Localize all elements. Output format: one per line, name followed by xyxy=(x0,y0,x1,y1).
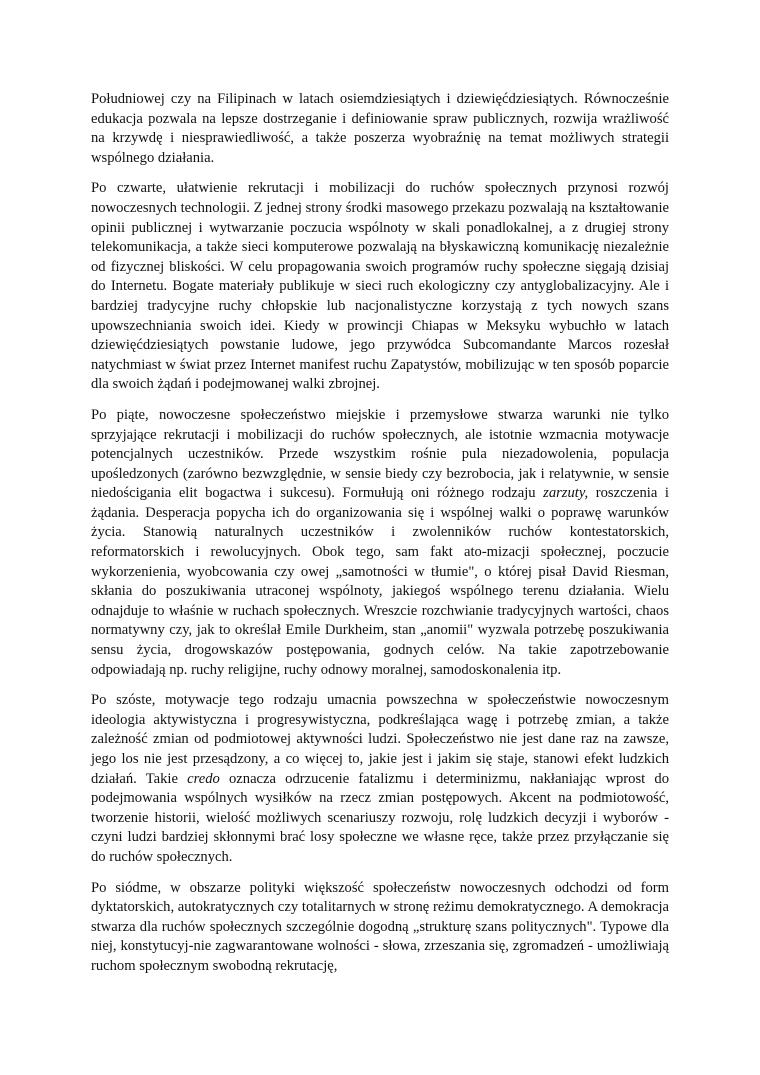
paragraph-text: Po czwarte, ułatwienie rekrutacji i mobilizacji do ruchów społecznych przynosi rozwój nowoczesnych technologii. Z jednej strony środki masowego przekazu pozwalają na kształtowanie opinii publicznej i wytwarzanie poczucia wspólnoty w skali ponadlokalnej, a z drugiej strony telekomunikacja, a także sieci komputerowe pozwalają na błyskawiczną komunikację niezależnie od fizycznej bliskości. W celu propagowania swoich programów ruchy społeczne sięgają dzisiaj do Internetu. Bogate materiały publikuje w sieci ruch ekologiczny czy antyglobalizacyjny. Ale i bardziej tradycyjne ruchy chłopskie lub nacjonalistyczne korzystają z tych nowych szans upowszechniania swoich idei. Kiedy w prowincji Chiapas w Meksyku wybuchło w latach dziewięćdziesiątych powstanie ludowe, jego przywódca Subcomandante Marcos rozesłał natychmiast w świat przez Internet manifest ruchu Zapatystów, mobilizując w ten sposób poparcie dla swoich żądań i podejmowanej walki zbrojnej. xyxy=(91,180,669,393)
paragraph-text: Po szóste, motywacje tego rodzaju umacnia powszechna w społeczeństwie nowoczesnym ideologia aktywistyczna i progresywistyczna, podkreślająca wagę i potrzebę zmian, a także zależność zmian od podmiotowej aktywności ludzi. Społeczeństwo nie jest dane raz na zawsze, jego los nie jest przesądzony, a co więcej to, jakie jest i jakim się staje, stanowi efekt ludzkich działań. Takie xyxy=(91,692,669,787)
paragraph-text: Po siódme, w obszarze polityki większość społeczeństw nowoczesnych odchodzi od form dyktatorskich, autokratycznych czy totalitarnych w stronę reżimu demokratycznego. A demokracja stwarza dla ruchów społecznych szczególnie dogodną „strukturę szans politycznych". Typowe dla niej, konstytucyj-nie zagwarantowane wolności - słowa, zrzeszania się, zgromadzeń - umożliwiają ruchom społecznym swobodną rekrutację, xyxy=(91,879,669,974)
paragraph xyxy=(91,90,669,168)
paragraph-text: Południowej czy na Filipinach w latach osiemdziesiątych i dziewięćdziesiątych. Równocześnie edukacja pozwala na lepsze dostrzeganie i definiowanie spraw publicznych, rozwija wrażliwość na krzywdę i niesprawiedliwość, a także poszerza wyobraźnię na temat możliwych strategii wspólnego działania. xyxy=(91,91,669,166)
italic-term: credo xyxy=(187,770,220,787)
paragraph xyxy=(91,179,669,395)
document-page xyxy=(91,90,669,977)
paragraph-text: roszczenia i żądania. Desperacja popycha ich do organizowania się i wspólnej walki o poprawę warunków życia. Stanowią naturalnych uczestników i zwolenników ruchów kontestatorskich, reformatorskich i rewolucyjnych. Obok tego, sam fakt ato-mizacji społecznej, poczucie wykorzenienia, wyobcowania czy owej „samotności w tłumie", o której pisał David Riesman, skłania do poszukiwania utraconej wspólnoty, jakiegoś wspólnego terenu działania. Wielu odnajduje to właśnie w ruchach społecznych. Wreszcie rozchwianie tradycyjnych wartości, chaos normatywny czy, jak to określał Emile Durkheim, stan „anomii" wyzwala potrzebę poszukiwania sensu życia, drogowskazów postępowania, godnych celów. Na takie zapotrzebowanie odpowiadają np. ruchy religijne, ruchy odnowy moralnej, samodoskonalenia itp. xyxy=(91,485,669,678)
paragraph-text: Po piąte, nowoczesne społeczeństwo miejskie i przemysłowe stwarza warunki nie tylko sprzyjające rekrutacji i mobilizacji do ruchów społecznych, ale istotnie wzmacnia motywacje potencjalnych uczestników. Przede wszystkim rośnie pula niezadowolenia, populacja upośledzonych (zarówno bezwzględnie, w sensie biedy czy bezrobocia, jak i relatywnie, w sensie niedościgania elit bogactwa i sukcesu). Formułują oni różnego rodzaju xyxy=(91,406,669,502)
paragraph xyxy=(91,406,669,680)
paragraph xyxy=(91,879,669,977)
italic-term: zarzuty, xyxy=(543,485,589,502)
paragraph-text: oznacza odrzucenie fatalizmu i determinizmu, nakłaniając wprost do podejmowania wspólnych wysiłków na rzecz zmian postępowych. Akcent na podmiotowość, tworzenie historii, wielość możliwych scenariuszy rozwoju, rolę ludzkich decyzji i wyborów - czyni ludzi bardziej skłonnymi brać losy społeczne we własne ręce, także przez przyłączanie się do ruchów społecznych. xyxy=(91,770,669,865)
paragraph xyxy=(91,691,669,867)
